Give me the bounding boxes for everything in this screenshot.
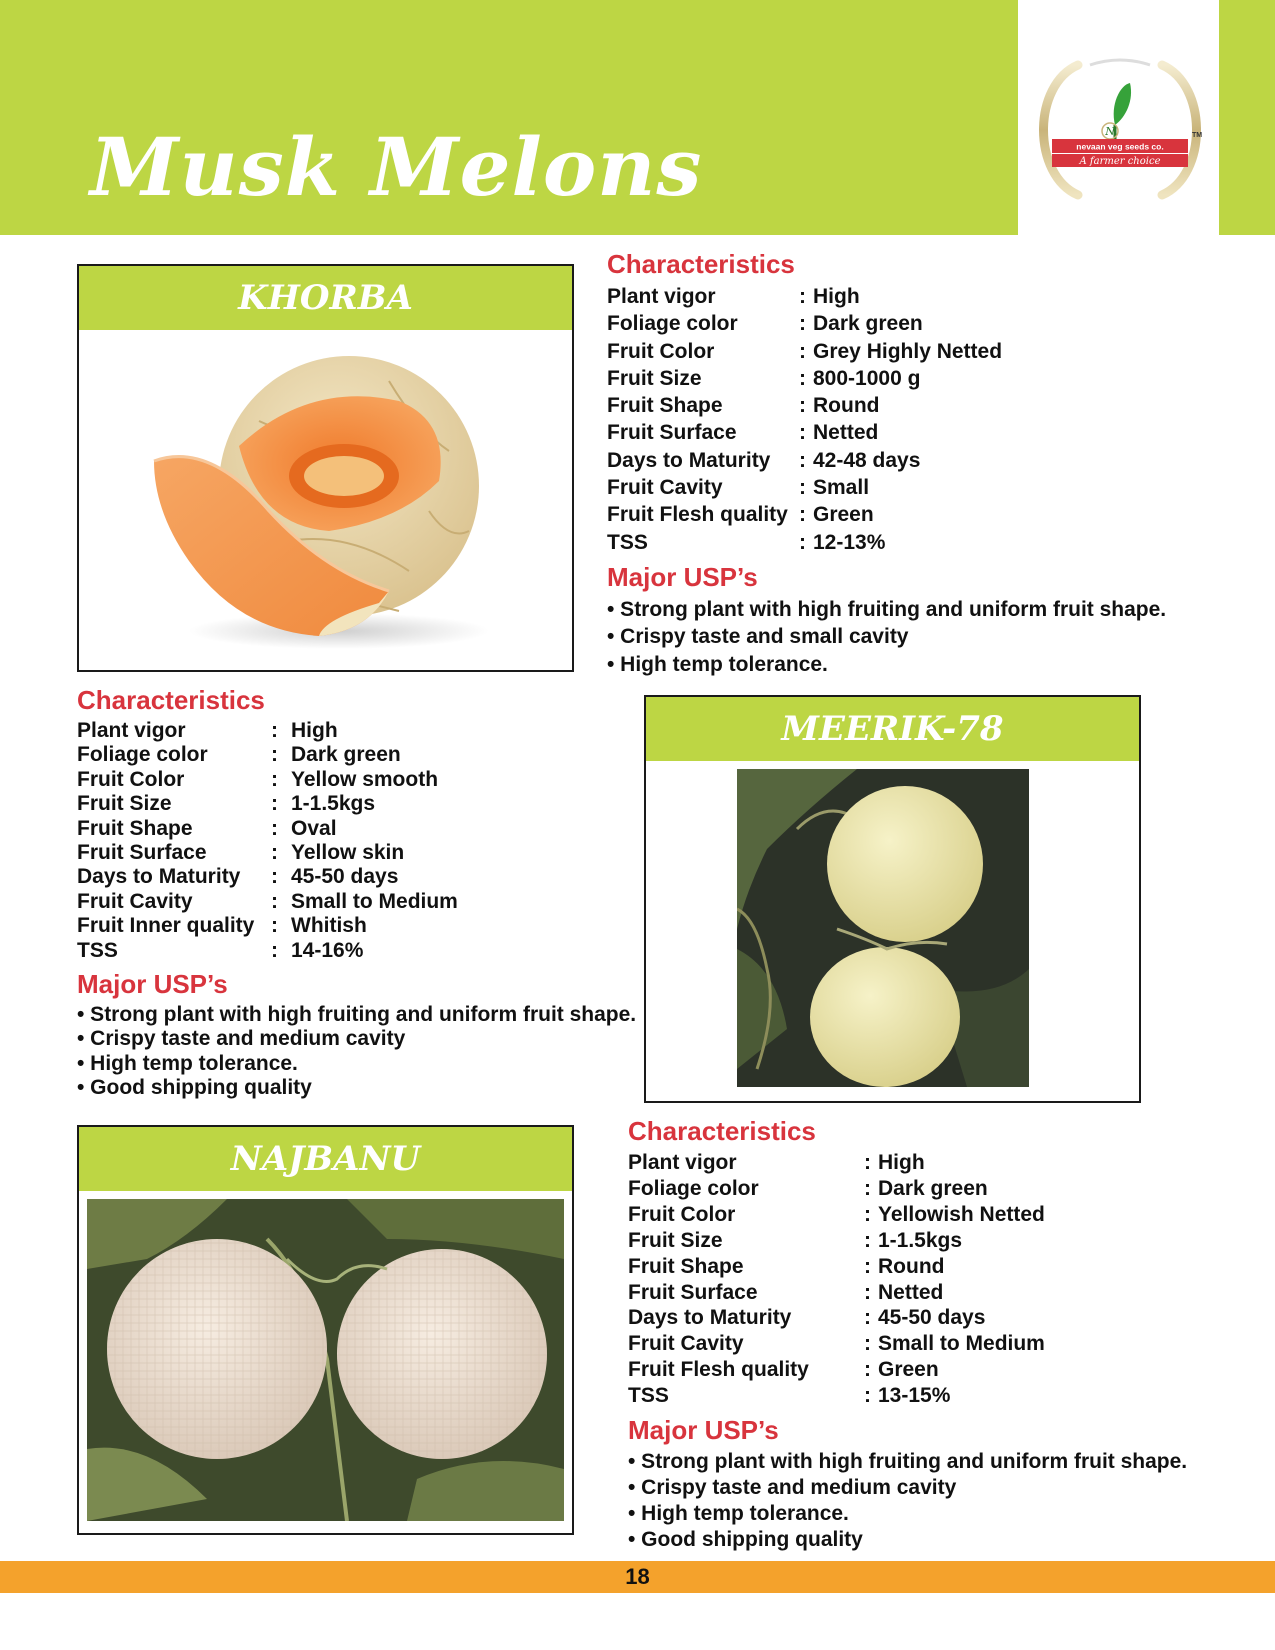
characteristic-row [77,768,636,792]
characteristic-label: Fruit Cavity [77,889,193,913]
characteristic-row [607,392,1166,419]
characteristic-row [628,1202,1187,1228]
usp-item: • Good shipping quality [628,1527,863,1551]
najbanu-melon-image [87,1199,564,1521]
meerik-specs [77,687,636,1101]
characteristic-label: Plant vigor [628,1151,737,1174]
separator: : [799,394,806,418]
characteristic-label: Fruit Flesh quality [628,1358,809,1382]
characteristic-value: 45-50 days [878,1306,986,1330]
header-band-right [1219,0,1275,235]
characteristic-value: Yellow skin [291,841,405,865]
usp-item: • Good shipping quality [77,1076,312,1100]
characteristic-label: Plant vigor [607,285,716,308]
characteristic-value: Dark green [878,1176,988,1200]
separator: : [799,421,806,445]
characteristic-label: Fruit Surface [628,1280,758,1304]
characteristic-value: Whitish [291,914,367,938]
company-logo [1030,55,1210,205]
characteristic-label: Fruit Color [607,339,715,363]
separator: : [864,1358,871,1382]
separator: : [864,1306,871,1330]
characteristic-label: Days to Maturity [77,865,241,889]
usp-list [628,1449,1187,1553]
usp-heading: Major USP’s [607,561,758,592]
characteristic-label: Fruit Shape [628,1254,744,1278]
characteristic-label: Days to Maturity [628,1306,792,1330]
separator: : [864,1228,871,1252]
variety-header [79,266,572,330]
characteristic-value: Round [813,394,880,418]
characteristic-value: Small [813,476,870,500]
characteristic-label: Fruit Inner quality [77,914,255,938]
characteristic-row [607,501,1166,528]
separator: : [271,792,278,816]
characteristic-label: Fruit Color [628,1202,736,1226]
usp-item: • Crispy taste and medium cavity [77,1027,406,1051]
usp-item: • High temp tolerance. [628,1501,849,1525]
separator: : [271,767,278,791]
characteristic-value: Small to Medium [291,889,458,913]
usp-item: • High temp tolerance. [607,652,828,676]
variety-card-khorba [77,264,574,672]
characteristic-row [628,1176,1187,1202]
characteristic-row [77,719,636,743]
separator: : [271,841,278,865]
characteristic-value: High [813,285,860,308]
characteristic-label: Foliage color [628,1176,759,1200]
characteristic-row [628,1228,1187,1254]
separator: : [799,285,806,308]
separator: : [799,339,806,363]
characteristic-row [628,1357,1187,1383]
characteristic-row [607,474,1166,501]
characteristic-value: 800-1000 g [813,366,921,390]
meerik-melon-image [737,769,1029,1087]
separator: : [864,1332,871,1356]
separator: : [271,914,278,938]
characteristic-label: TSS [628,1384,669,1408]
separator: : [271,865,278,889]
usp-item: • Crispy taste and small cavity [607,625,909,649]
characteristic-label: Plant vigor [77,719,186,742]
characteristic-label: Foliage color [607,312,738,336]
characteristic-value: High [291,719,338,742]
characteristic-label: Fruit Cavity [628,1332,744,1356]
page-number: 18 [625,1564,650,1589]
characteristic-row [607,365,1166,392]
characteristic-row [607,419,1166,446]
usp-item: • Strong plant with high fruiting and uniform fruit shape. [77,1003,637,1027]
usp-heading: Major USP’s [628,1415,779,1446]
characteristic-value: Yellowish Netted [878,1202,1045,1226]
characteristic-label: TSS [607,530,648,554]
characteristic-label: Fruit Shape [77,816,193,840]
characteristic-value: Round [878,1254,945,1278]
characteristic-label: Fruit Surface [77,841,207,865]
characteristic-label: Fruit Cavity [607,476,723,500]
characteristic-value: 1-1.5kgs [291,792,376,816]
characteristic-row [607,310,1166,337]
characteristic-value: High [878,1151,925,1174]
separator: : [864,1254,871,1278]
characteristic-value: 13-15% [878,1384,951,1408]
separator: : [271,719,278,742]
usp-item: • High temp tolerance. [77,1051,298,1075]
najbanu-specs [628,1118,1187,1553]
variety-card-meerik-78 [644,695,1141,1103]
characteristic-value: Dark green [813,312,923,336]
separator: : [271,938,278,962]
separator: : [799,530,806,554]
characteristic-value: Netted [813,421,879,445]
characteristic-row [77,743,636,767]
characteristic-label: Fruit Size [77,792,172,816]
usp-list [607,596,1166,678]
characteristic-row [77,841,636,865]
footer-band [0,1561,1275,1593]
separator: : [271,889,278,913]
usp-item: • Crispy taste and medium cavity [628,1475,957,1499]
characteristic-row [77,939,636,963]
separator: : [799,366,806,390]
separator: : [864,1202,871,1226]
characteristics-heading: Characteristics [628,1116,816,1146]
characteristic-label: Fruit Flesh quality [607,503,788,527]
characteristic-value: 12-13% [813,530,886,554]
characteristic-row [607,338,1166,365]
variety-name: MEERIK-78 [781,709,1004,749]
characteristics-list [77,719,636,963]
characteristics-heading: Characteristics [607,249,795,279]
characteristic-value: Yellow smooth [291,767,439,791]
characteristic-row [607,529,1166,556]
characteristic-value: Green [878,1358,939,1382]
characteristic-row [607,447,1166,474]
logo-trademark: TM [1192,132,1203,139]
separator: : [271,743,278,767]
usp-heading: Major USP’s [77,969,228,1000]
characteristic-row [628,1280,1187,1306]
characteristic-row [628,1254,1187,1280]
separator: : [271,816,278,840]
characteristic-row [77,792,636,816]
khorba-melon-image [149,341,509,656]
characteristic-row [77,890,636,914]
usp-list [77,1003,636,1101]
variety-card-najbanu [77,1125,574,1535]
characteristic-value: 45-50 days [291,865,399,889]
characteristics-list [607,283,1166,556]
characteristic-row [628,1383,1187,1409]
separator: : [799,476,806,500]
characteristic-label: Fruit Size [628,1228,723,1252]
separator: : [864,1176,871,1200]
usp-item: • Strong plant with high fruiting and uniform fruit shape. [607,597,1167,621]
separator: : [799,312,806,336]
characteristics-list [628,1150,1187,1409]
characteristic-row [77,865,636,889]
characteristic-value: Green [813,503,874,527]
characteristic-value: Dark green [291,743,401,767]
variety-name: KHORBA [238,278,413,318]
separator: : [864,1384,871,1408]
separator: : [864,1280,871,1304]
characteristic-row [628,1150,1187,1176]
characteristic-row [77,817,636,841]
characteristic-label: Fruit Size [607,366,702,390]
separator: : [799,448,806,472]
characteristic-label: Days to Maturity [607,448,771,472]
characteristic-label: Foliage color [77,743,208,767]
logo-company: nevaan veg seeds co. [1076,141,1164,152]
characteristic-value: 42-48 days [813,448,921,472]
logo-letter: N [1105,125,1115,138]
characteristic-value: Oval [291,816,337,840]
characteristic-label: Fruit Surface [607,421,737,445]
characteristic-value: Small to Medium [878,1332,1045,1356]
khorba-specs [607,251,1166,678]
characteristic-label: TSS [77,938,118,962]
logo-tagline: A farmer choice [1079,156,1161,167]
characteristic-row [628,1305,1187,1331]
characteristic-label: Fruit Shape [607,394,723,418]
variety-header [79,1127,572,1191]
variety-header [646,697,1139,761]
characteristic-value: Netted [878,1280,944,1304]
characteristic-label: Fruit Color [77,767,185,791]
characteristic-value: 14-16% [291,938,364,962]
separator: : [799,503,806,527]
characteristic-row [628,1331,1187,1357]
separator: : [864,1151,871,1174]
variety-name: NAJBANU [230,1139,421,1179]
page-title: Musk Melons [90,120,703,214]
characteristic-row [607,283,1166,310]
characteristic-value: 1-1.5kgs [878,1228,963,1252]
characteristics-heading: Characteristics [77,685,265,715]
characteristic-value: Grey Highly Netted [813,339,1003,363]
usp-item: • Strong plant with high fruiting and uniform fruit shape. [628,1450,1188,1474]
characteristic-row [77,914,636,938]
